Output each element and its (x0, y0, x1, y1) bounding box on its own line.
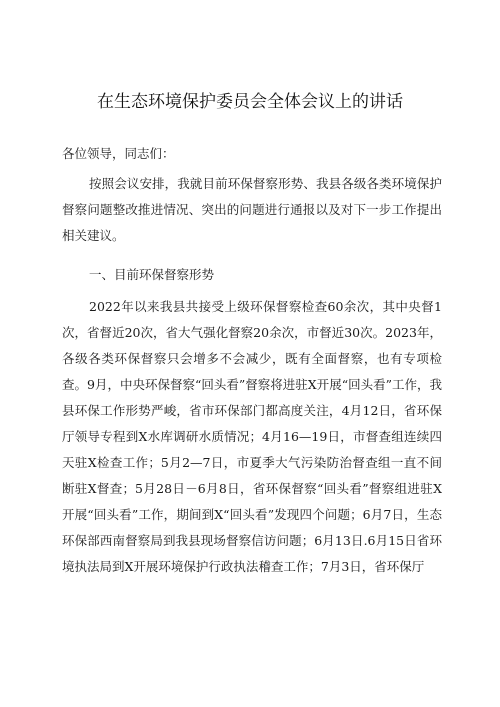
section-heading: 一、目前环保督察形势 (89, 267, 215, 282)
document-title: 在生态环境保护委员会全体会议上的讲话 (97, 92, 403, 112)
body-paragraph: 按照会议安排，我就目前环保督察形势、我县各级各类环境保护督察问题整改推进情况、突出的问题进行通报以及对下一步工作提出相关建议。 (62, 176, 442, 243)
salutation: 各位领导，同志们： (62, 146, 175, 161)
body-paragraph: 2022年以来我县共接受上级环保督察检查60余次，其中央督1次，省督近20次，省大气强化督察20余次，市督近30次。2023年，各级各类环保督察只会增多不会减少，既有全面督察，也有专项检查。9月，中央环保督察“回头看”督察将进驻X开展“回头看”工作，我县环保工作形势严峻，省市环保部门都高度关注，4月12日，省环保厅领导专程到X水库调研水质情况；4月16—19日，市督查组连续四天驻X检查工作；5月2—7日，市夏季大气污染防治督查组一直不间断驻X督查；5月28日－6月8日，省环保督察“回头看”督察组进驻X开展“回头看”工作，期间到X“回头看”发现四个问题；6月7日，生态环保部西南督察局到我县现场督察信访问题；6月13日.6月15日省环境执法局到X开展环境保护行政执法稽查工作；7月3日，省环保厅 (62, 299, 442, 574)
